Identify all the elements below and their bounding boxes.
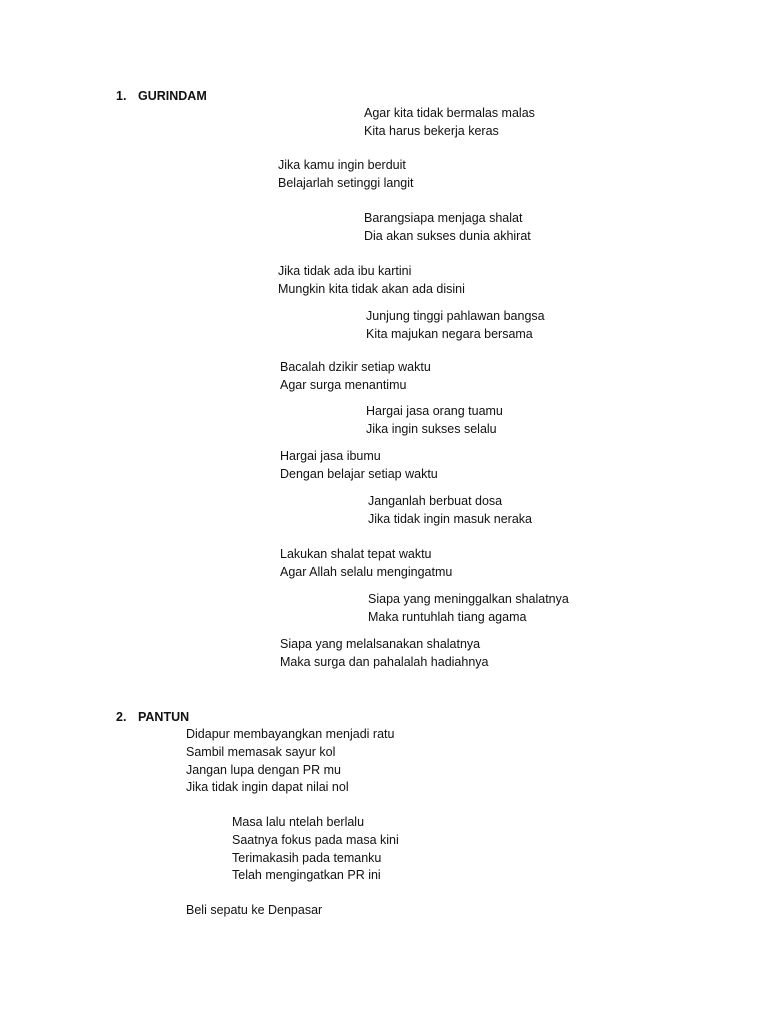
verse-line: Siapa yang melalsanakan shalatnya [280,637,481,651]
section-title: PANTUN [138,710,190,724]
verse-line: Sambil memasak sayur kol [186,744,336,759]
section-number: 2. [116,710,127,724]
gurindam-stanza-9 [368,493,532,529]
gurindam-stanza-11 [368,591,569,627]
verse-line: Agar surga menantimu [280,377,407,392]
verse-line: Agar Allah selalu mengingatmu [280,564,453,579]
verse-line: Kita harus bekerja keras [364,123,499,138]
verse-line: Dia akan sukses dunia akhirat [364,228,531,243]
section-number: 1. [116,89,127,103]
section-heading-gurindam [116,88,207,105]
verse-line: Jangan lupa dengan PR mu [186,762,341,777]
verse-line: Jika tidak ingin masuk neraka [368,511,532,526]
verse-line: Hargai jasa orang tuamu [366,404,503,418]
verse-line: Jika tidak ingin dapat nilai nol [186,780,349,795]
verse-line: Maka surga dan pahalalah hadiahnya [280,654,489,669]
gurindam-stanza-1 [364,105,535,141]
verse-line: Belajarlah setinggi langit [278,175,414,190]
gurindam-stanza-6 [280,359,431,395]
verse-line: Didapur membayangkan menjadi ratu [186,727,395,741]
verse-line: Masa lalu ntelah berlalu [232,815,365,829]
verse-line: Hargai jasa ibumu [280,449,381,463]
gurindam-stanza-12 [280,636,489,672]
verse-line: Lakukan shalat tepat waktu [280,547,432,561]
verse-line: Janganlah berbuat dosa [368,494,503,508]
verse-line: Barangsiapa menjaga shalat [364,211,523,225]
verse-line: Agar kita tidak bermalas malas [364,106,535,120]
verse-line: Jika tidak ada ibu kartini [278,264,412,278]
verse-line: Dengan belajar setiap waktu [280,466,438,481]
verse-line: Jika ingin sukses selalu [366,421,497,436]
gurindam-stanza-5 [366,308,545,344]
verse-line: Jika kamu ingin berduit [278,158,406,172]
verse-line: Saatnya fokus pada masa kini [232,832,399,847]
verse-line: Beli sepatu ke Denpasar [186,903,323,917]
pantun-stanza-3 [186,902,322,920]
gurindam-stanza-3 [364,210,531,246]
gurindam-stanza-7 [366,403,503,439]
verse-line: Bacalah dzikir setiap waktu [280,360,431,374]
verse-line: Mungkin kita tidak akan ada disini [278,281,465,296]
pantun-stanza-1 [186,726,394,797]
verse-line: Maka runtuhlah tiang agama [368,609,527,624]
gurindam-stanza-4 [278,263,465,299]
gurindam-stanza-8 [280,448,438,484]
section-heading-pantun [116,709,189,726]
verse-line: Kita majukan negara bersama [366,326,533,341]
verse-line: Siapa yang meninggalkan shalatnya [368,592,569,606]
verse-line: Junjung tinggi pahlawan bangsa [366,309,545,323]
gurindam-stanza-2 [278,157,414,193]
gurindam-stanza-10 [280,546,452,582]
section-title: GURINDAM [138,89,207,103]
verse-line: Terimakasih pada temanku [232,850,382,865]
pantun-stanza-2 [232,814,399,885]
verse-line: Telah mengingatkan PR ini [232,868,381,883]
